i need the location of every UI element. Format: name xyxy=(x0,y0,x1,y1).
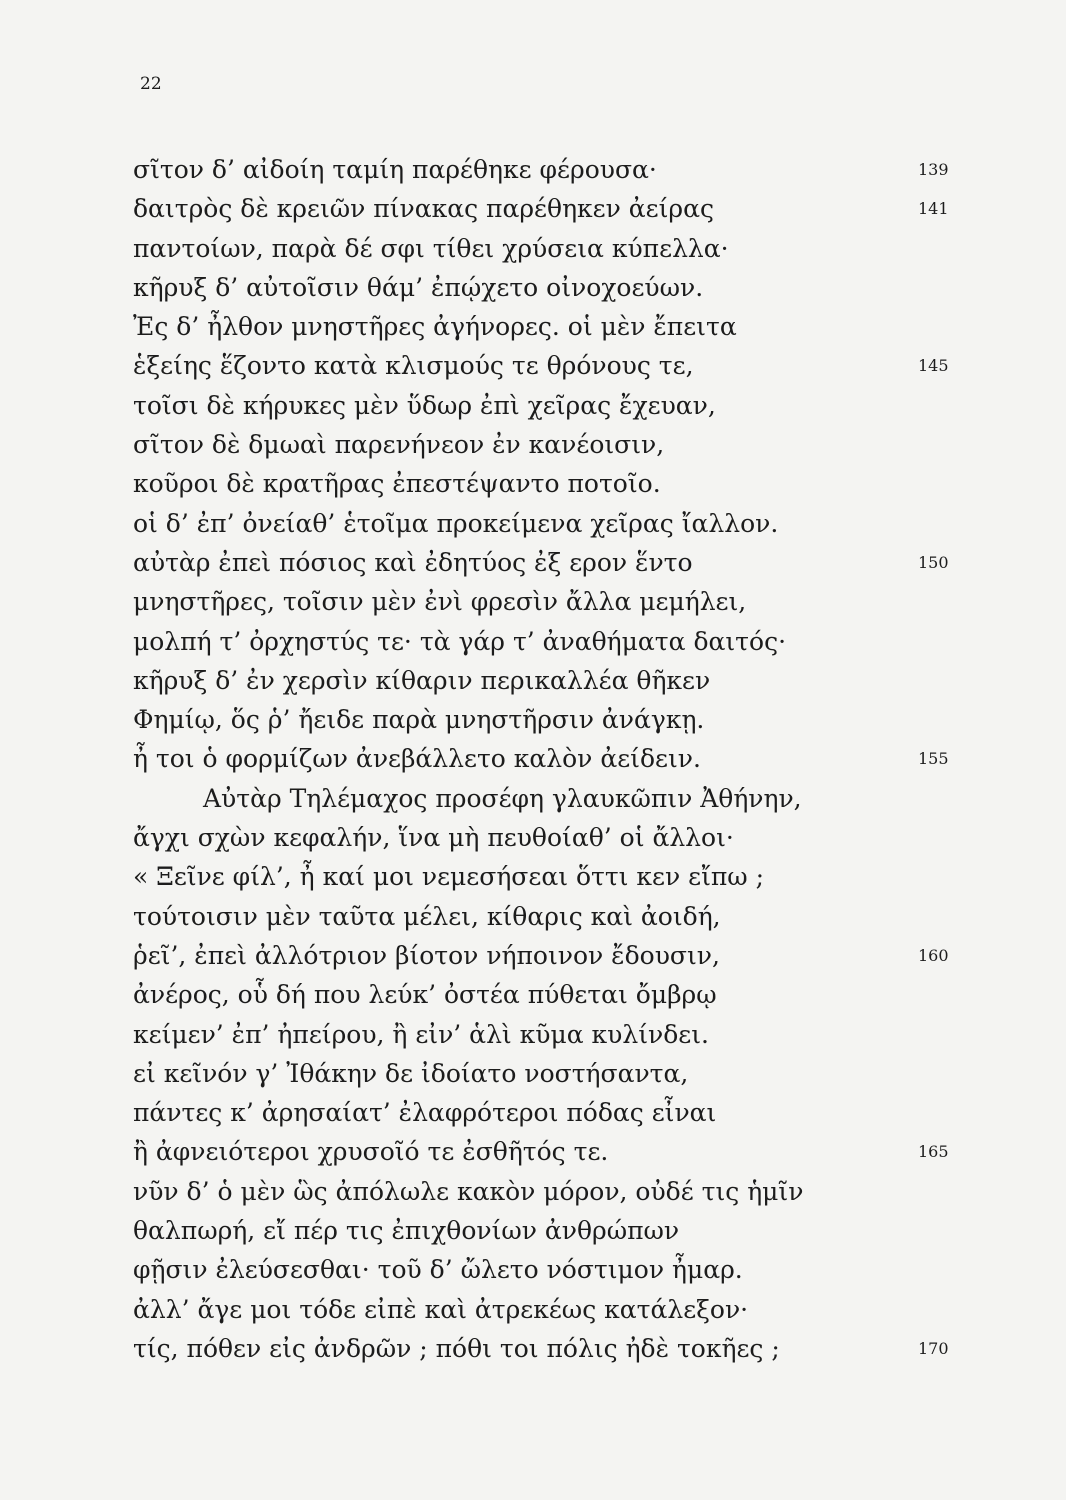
verse-text: δαιτρὸς δὲ κρειῶν πίνακας παρέθηκεν ἀείρας xyxy=(133,194,714,224)
verse-line xyxy=(133,386,963,425)
verse-line xyxy=(133,464,963,503)
verse-line xyxy=(133,1329,963,1368)
verse-line xyxy=(133,229,963,268)
line-number: 139 xyxy=(918,160,949,179)
verse-text: ἑξείης ἕζοντο κατὰ κλισμούς τε θρόνους τε, xyxy=(133,351,694,381)
verse-line xyxy=(133,1172,963,1211)
verse-line xyxy=(133,1132,963,1171)
verse-text: σῖτον δὲ δμωαὶ παρενήνεον ἐν κανέοισιν, xyxy=(133,430,665,460)
verse-text: τοῖσι δὲ κήρυκες μὲν ὕδωρ ἐπὶ χεῖρας ἔχευαν, xyxy=(133,390,716,420)
verse-text: ἦ τοι ὁ φορμίζων ἀνεβάλλετο καλὸν ἀείδειν. xyxy=(133,744,701,774)
verse-text: Αὐτὰρ Τηλέμαχος προσέφη γλαυκῶπιν Ἀθήνην, xyxy=(203,783,802,813)
verse-line xyxy=(133,189,963,228)
verse-line xyxy=(133,700,963,739)
verse-line xyxy=(133,779,963,818)
verse-line xyxy=(133,897,963,936)
line-number: 155 xyxy=(918,749,949,769)
verse-text: νῦν δ’ ὁ μὲν ὣς ἀπόλωλε κακὸν μόρον, οὐδέ τις ἡμῖν xyxy=(133,1176,804,1206)
verse-line xyxy=(133,346,963,385)
verse-text: τούτοισιν μὲν ταῦτα μέλει, κίθαρις καὶ ἀοιδή, xyxy=(133,901,721,931)
verse-text: ἢ ἀφνειότεροι χρυσοῖό τε ἐσθῆτός τε. xyxy=(133,1137,609,1167)
verse-line xyxy=(133,504,963,543)
verse-line xyxy=(133,543,963,582)
verse-line xyxy=(133,622,963,661)
verse-text: κείμεν’ ἐπ’ ἠπείρου, ἢ εἰν’ ἁλὶ κῦμα κυλίνδει. xyxy=(133,1019,709,1049)
verse-text: ἀλλ’ ἄγε μοι τόδε εἰπὲ καὶ ἀτρεκέως κατάλεξον· xyxy=(133,1294,749,1324)
verse-line xyxy=(133,425,963,464)
verse-text: θαλπωρή, εἴ πέρ τις ἐπιχθονίων ἀνθρώπων xyxy=(133,1216,680,1246)
verse-text: κοῦροι δὲ κρατῆρας ἐπεστέψαντο ποτοῖο. xyxy=(133,469,661,499)
verse-line xyxy=(133,582,963,621)
verse-line xyxy=(133,818,963,857)
verse-block xyxy=(133,150,963,1368)
verse-text: μολπή τ’ ὀρχηστύς τε· τὰ γάρ τ’ ἀναθήματα δαιτός· xyxy=(133,626,787,656)
line-number: 165 xyxy=(918,1142,949,1162)
verse-text: « Ξεῖνε φίλ’, ἦ καί μοι νεμεσήσεαι ὅττι κεν εἴπω ; xyxy=(133,862,765,892)
verse-line xyxy=(133,1211,963,1250)
page-number: 22 xyxy=(140,74,162,94)
verse-line xyxy=(133,307,963,346)
verse-line xyxy=(133,268,963,307)
verse-line xyxy=(133,1054,963,1093)
verse-text: ἄγχι σχὼν κεφαλήν, ἵνα μὴ πευθοίαθ’ οἱ ἄλλοι· xyxy=(133,823,734,853)
verse-line xyxy=(133,975,963,1014)
verse-line xyxy=(133,1290,963,1329)
verse-line xyxy=(133,1250,963,1289)
verse-line xyxy=(133,1015,963,1054)
verse-text: παντοίων, παρὰ δέ σφι τίθει χρύσεια κύπελλα· xyxy=(133,233,729,263)
line-number: 150 xyxy=(918,552,949,572)
line-number: 170 xyxy=(918,1338,949,1358)
verse-text: εἰ κεῖνόν γ’ Ἰθάκην δε ἰδοίατο νοστήσαντα, xyxy=(133,1058,689,1088)
verse-line xyxy=(133,1093,963,1132)
verse-text: φῇσιν ἐλεύσεσθαι· τοῦ δ’ ὤλετο νόστιμον ἦμαρ. xyxy=(133,1255,743,1285)
line-number: 160 xyxy=(918,945,949,965)
verse-text: οἱ δ’ ἐπ’ ὀνείαθ’ ἑτοῖμα προκείμενα χεῖρας ἴαλλον. xyxy=(133,508,779,538)
line-number: 145 xyxy=(918,356,949,376)
verse-text: Ἐς δ’ ἦλθον μνηστῆρες ἀγήνορες. οἱ μὲν ἔπειτα xyxy=(133,312,737,342)
verse-line xyxy=(133,661,963,700)
verse-text: Φημίῳ, ὅς ῥ’ ἤειδε παρὰ μνηστῆρσιν ἀνάγκῃ. xyxy=(133,705,705,735)
verse-text: τίς, πόθεν εἰς ἀνδρῶν ; πόθι τοι πόλις ἠδὲ τοκῆες ; xyxy=(133,1333,780,1363)
verse-text: κῆρυξ δ’ αὐτοῖσιν θάμ’ ἐπῴχετο οἰνοχοεύων. xyxy=(133,272,704,302)
verse-text: σῖτον δ’ αἰδοίη ταμίη παρέθηκε φέρουσα· xyxy=(133,155,657,184)
verse-line xyxy=(133,857,963,896)
line-number: 141 xyxy=(918,199,949,219)
verse-text: μνηστῆρες, τοῖσιν μὲν ἐνὶ φρεσὶν ἄλλα μεμήλει, xyxy=(133,587,747,617)
verse-text: ῥεῖ’, ἐπεὶ ἀλλότριον βίοτον νήποινον ἔδουσιν, xyxy=(133,940,720,970)
verse-line xyxy=(133,936,963,975)
verse-line xyxy=(133,150,963,189)
verse-text: ἀνέρος, οὗ δή που λεύκ’ ὀστέα πύθεται ὄμβρῳ xyxy=(133,980,717,1010)
verse-line xyxy=(133,739,963,778)
verse-text: κῆρυξ δ’ ἐν χερσὶν κίθαριν περικαλλέα θῆκεν xyxy=(133,665,711,695)
verse-text: αὐτὰρ ἐπεὶ πόσιος καὶ ἐδητύος ἐξ ερον ἕντο xyxy=(133,547,693,577)
verse-text: πάντες κ’ ἀρησαίατ’ ἐλαφρότεροι πόδας εἶναι xyxy=(133,1098,717,1128)
